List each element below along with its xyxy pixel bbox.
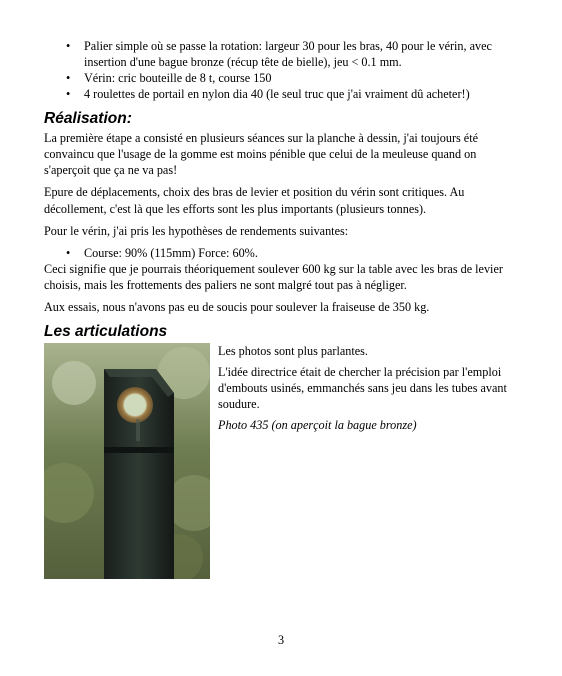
page-content	[44, 38, 518, 579]
photo-caption: Photo 435 (on aperçoit la bague bronze)	[218, 418, 417, 433]
articulations-text	[218, 343, 518, 438]
yield-list	[44, 245, 518, 261]
paragraph: Les photos sont plus parlantes.	[218, 343, 368, 358]
list-item: • Palier simple où se passe la rotation: largeur 30 pour les bras, 40 pour le vérin, avec insertion d'une bague bronze (récup tête de bielle), jeu < 0.1 mm.	[66, 39, 492, 70]
paragraph: Aux essais, nous n'avons pas eu de soucis pour soulever la fraiseuse de 350 kg.	[44, 300, 430, 315]
list-item: • Vérin: cric bouteille de 8 t, course 150	[66, 71, 272, 86]
section-heading-articulations: Les articulations	[44, 323, 168, 341]
joint-photo-illustration	[44, 343, 210, 579]
paragraph: Epure de déplacements, choix des bras de levier et position du vérin sont critiques. Au décollement, c'est là que les efforts sont les plus importants (plusieurs tonnes).	[44, 185, 465, 216]
spec-list	[44, 38, 518, 102]
articulations-block	[44, 343, 518, 579]
paragraph: Ceci signifie que je pourrais théoriquement soulever 600 kg sur la table avec les bras de levier choisis, mais les frottements des paliers ne sont malgré tout pas à négliger.	[44, 261, 503, 292]
page-number: 3	[277, 633, 285, 647]
paragraph: La première étape a consisté en plusieurs séances sur la planche à dessin, j'ai toujours été convaincu que l'usage de la gomme est moins pénible que celui de la meuleuse quand on s'aperçoit que ça ne va pas!	[44, 131, 479, 178]
list-item: • 4 roulettes de portail en nylon dia 40 (le seul truc que j'ai vraiment dû acheter!)	[66, 87, 470, 102]
section-heading-realisation: Réalisation:	[44, 110, 132, 128]
paragraph: L'idée directrice était de chercher la précision par l'emploi d'embouts usinés, emmanchés sans jeu dans les tubes avant soudure.	[218, 365, 507, 412]
paragraph: Pour le vérin, j'ai pris les hypothèses de rendements suivantes:	[44, 223, 349, 238]
list-item: • Course: 90% (115mm) Force: 60%.	[66, 245, 258, 260]
joint-photo	[44, 343, 210, 579]
